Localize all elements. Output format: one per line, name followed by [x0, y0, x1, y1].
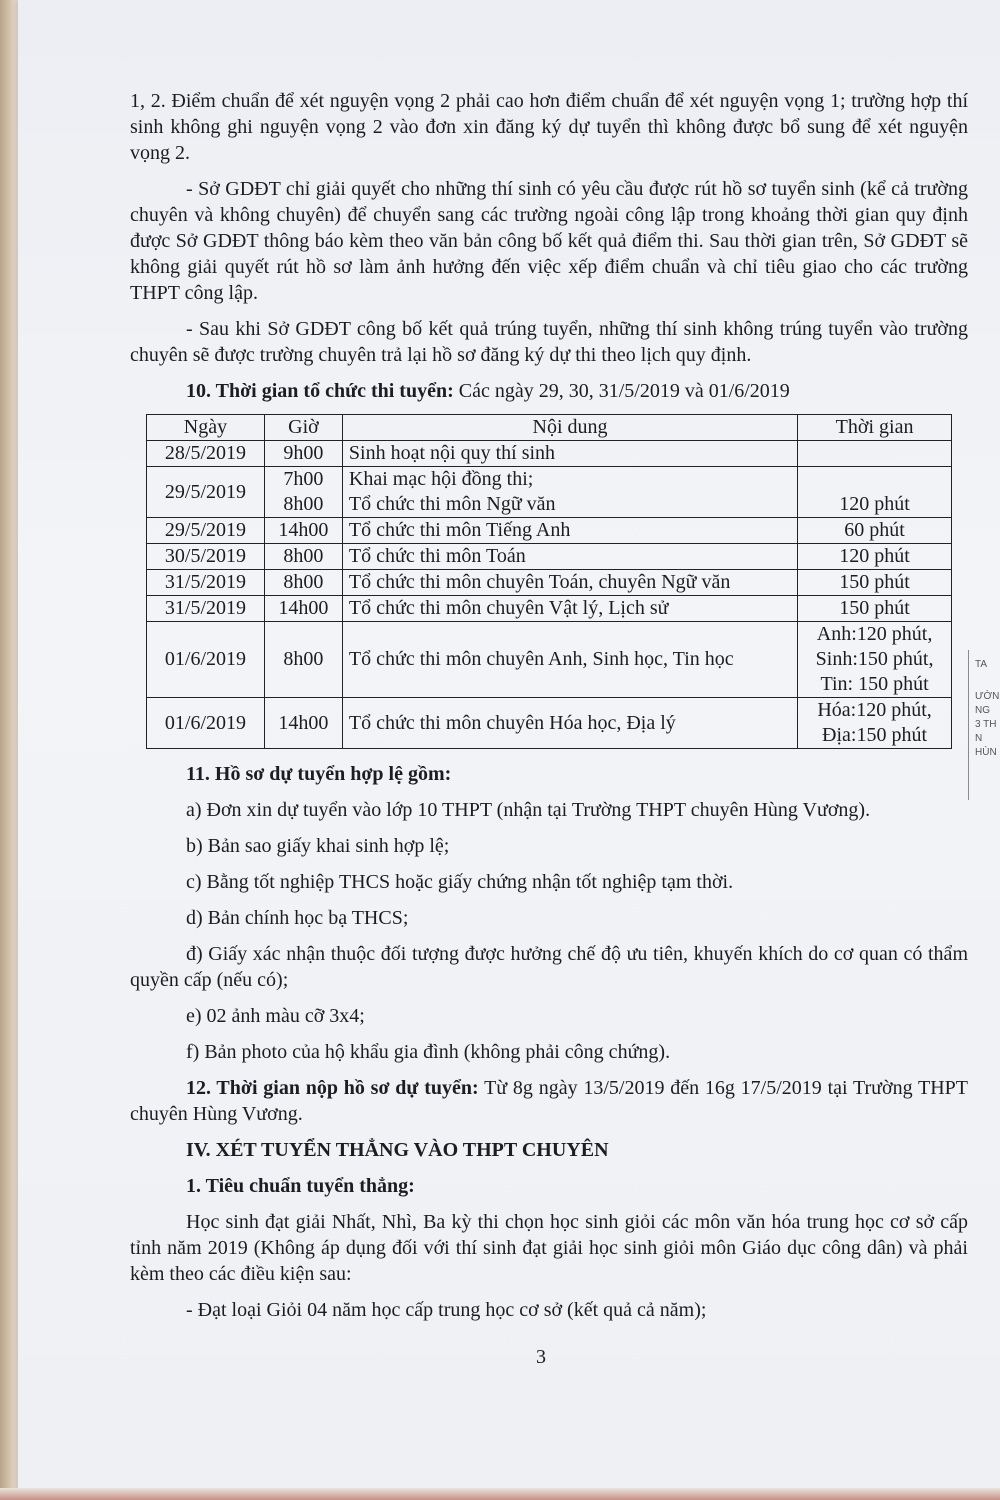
row-duration: 150 phút: [798, 596, 952, 622]
table-row: [147, 698, 952, 749]
exam-schedule-table: [146, 414, 952, 749]
row-duration: 120 phút: [798, 544, 952, 570]
row-duration: [798, 441, 952, 467]
list-item: d) Bản chính học bạ THCS;: [186, 907, 409, 929]
row-duration: Hóa:120 phút, Địa:150 phút: [798, 698, 952, 749]
row-content: Tổ chức thi môn chuyên Vật lý, Lịch sử: [342, 596, 797, 622]
list-item: đ) Giấy xác nhận thuộc đối tượng được hưởng chế độ ưu tiên, khuyến khích do cơ quan có thẩm quyền cấp (nếu có);: [130, 943, 968, 991]
stamp-fragment: [968, 650, 1000, 800]
stamp-text: 3 TH: [975, 719, 997, 730]
table-surface: [0, 1488, 1000, 1500]
row-duration: 150 phút: [798, 570, 952, 596]
list-item: a) Đơn xin dự tuyển vào lớp 10 THPT (nhận tại Trường THPT chuyên Hùng Vương).: [186, 799, 871, 821]
document-content: [130, 88, 968, 1333]
section-10-title: 10. Thời gian tổ chức thi tuyển:: [186, 380, 454, 402]
row-content: Sinh hoạt nội quy thí sinh: [342, 441, 797, 467]
row-content: Tổ chức thi môn chuyên Toán, chuyên Ngữ văn: [342, 570, 797, 596]
row-time: 9h00: [264, 441, 342, 467]
section-iv-bullet: - Đạt loại Giỏi 04 năm học cấp trung học cơ sở (kết quả cả năm);: [186, 1299, 707, 1321]
row-duration: 60 phút: [798, 518, 952, 544]
list-item: c) Bằng tốt nghiệp THCS hoặc giấy chứng nhận tốt nghiệp tạm thời.: [186, 871, 734, 893]
table-row: [147, 596, 952, 622]
section-12-text: Từ 8g ngày 13/5/2019 đến 16g 17/5/2019 tại Trường THPT chuyên Hùng Vương.: [130, 1077, 968, 1125]
row-date: 28/5/2019: [147, 441, 265, 467]
stamp-text: N HÙN: [975, 733, 997, 758]
section-iv-paragraph: Học sinh đạt giải Nhất, Nhì, Ba kỳ thi chọn học sinh giỏi các môn văn hóa trung học cơ sở cấp tỉnh năm 2019 (Không áp dụng đối với thí sinh đạt giải học sinh giỏi môn Giáo dục công dân) và phải kèm theo các điều kiện sau:: [130, 1211, 968, 1285]
table-row: [147, 622, 952, 698]
section-11-heading: 11. Hồ sơ dự tuyển hợp lệ gồm:: [186, 763, 452, 785]
row-content: Tổ chức thi môn chuyên Anh, Sinh học, Tin học: [342, 622, 797, 698]
row-content: Khai mạc hội đồng thi; Tổ chức thi môn Ngữ văn: [342, 467, 797, 518]
row-time: 8h00: [264, 570, 342, 596]
table-row: [147, 441, 952, 467]
list-item: f) Bản photo của hộ khẩu gia đình (không phải công chứng).: [186, 1041, 671, 1063]
header-date: Ngày: [147, 415, 265, 441]
row-time: 14h00: [264, 698, 342, 749]
row-time: 14h00: [264, 596, 342, 622]
stamp-text: ƯỜN: [975, 691, 1000, 702]
row-time: 14h00: [264, 518, 342, 544]
section-10-heading: [186, 378, 968, 404]
section-12-paragraph: [130, 1075, 968, 1127]
row-date: 31/5/2019: [147, 570, 265, 596]
table-row: [147, 570, 952, 596]
section-10-dates: Các ngày 29, 30, 31/5/2019 và 01/6/2019: [453, 380, 790, 402]
row-date: 30/5/2019: [147, 544, 265, 570]
page-number: 3: [536, 1346, 546, 1368]
row-date: 01/6/2019: [147, 698, 265, 749]
table-row: [147, 544, 952, 570]
table-row: [147, 467, 952, 518]
row-time: 7h00 8h00: [264, 467, 342, 518]
section-iv-subheading: 1. Tiêu chuẩn tuyển thẳng:: [186, 1175, 415, 1197]
paragraph-aspiration-2: 1, 2. Điểm chuẩn để xét nguyện vọng 2 phải cao hơn điểm chuẩn để xét nguyện vọng 1; trường hợp thí sinh không ghi nguyện vọng 2 vào đơn xin đăng ký dự tuyển thì không được bổ sung để xét nguyện vọng 2.: [130, 90, 968, 164]
stamp-text: NG: [975, 705, 990, 716]
row-date: 29/5/2019: [147, 518, 265, 544]
list-item: e) 02 ảnh màu cỡ 3x4;: [186, 1005, 365, 1027]
section-iv-heading: IV. XÉT TUYỂN THẲNG VÀO THPT CHUYÊN: [186, 1139, 609, 1161]
row-time: 8h00: [264, 544, 342, 570]
list-item: b) Bản sao giấy khai sinh hợp lệ;: [186, 835, 450, 857]
row-time: 8h00: [264, 622, 342, 698]
stamp-text: TA: [975, 659, 988, 670]
table-row: [147, 518, 952, 544]
adjacent-page-edge: [0, 0, 18, 1500]
row-content: Tổ chức thi môn Tiếng Anh: [342, 518, 797, 544]
table-header-row: [147, 415, 952, 441]
row-date: 31/5/2019: [147, 596, 265, 622]
row-date: 01/6/2019: [147, 622, 265, 698]
row-duration: Anh:120 phút, Sinh:150 phút, Tin: 150 phút: [798, 622, 952, 698]
header-duration: Thời gian: [798, 415, 952, 441]
row-content: Tổ chức thi môn chuyên Hóa học, Địa lý: [342, 698, 797, 749]
section-12-title: 12. Thời gian nộp hồ sơ dự tuyển:: [186, 1077, 479, 1099]
header-time: Giờ: [264, 415, 342, 441]
row-date: 29/5/2019: [147, 467, 265, 518]
header-content: Nội dung: [342, 415, 797, 441]
row-duration: 120 phút: [798, 467, 952, 518]
row-content: Tổ chức thi môn Toán: [342, 544, 797, 570]
paragraph-withdraw-dossier: - Sở GDĐT chỉ giải quyết cho những thí sinh có yêu cầu được rút hồ sơ tuyển sinh (kể cả trường chuyên và không chuyên) để chuyển sang các trường ngoài công lập trong khoảng thời gian quy định được Sở GDĐT thông báo kèm theo văn bản công bố kết quả điểm thi. Sau thời gian trên, Sở GDĐT sẽ không giải quyết rút hồ sơ làm ảnh hưởng đến việc xếp điểm chuẩn và chỉ tiêu giao cho các trường THPT công lập.: [130, 178, 968, 304]
paragraph-return-dossier: - Sau khi Sở GDĐT công bố kết quả trúng tuyển, những thí sinh không trúng tuyển vào trường chuyên sẽ được trường chuyên trả lại hồ sơ đăng ký dự thi theo lịch quy định.: [130, 318, 968, 366]
